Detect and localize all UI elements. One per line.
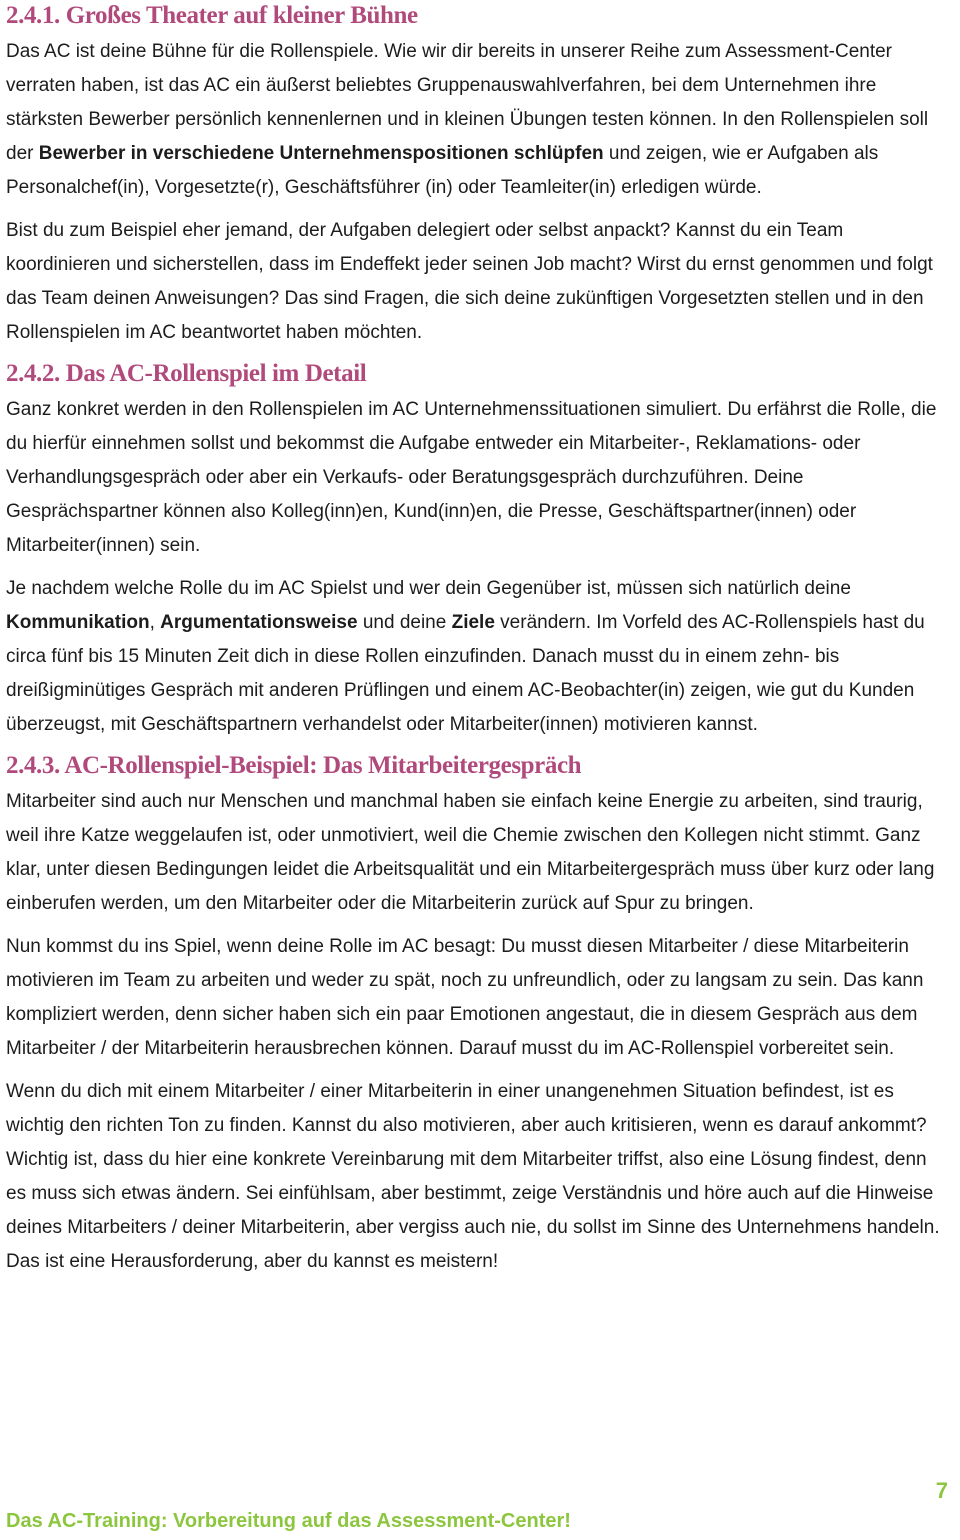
body-paragraph [6,35,948,205]
text-run-bold: Bewerber in verschiedene Unternehmenspositionen schlüpfen [38,143,604,164]
text-run: Wenn du dich mit einem Mitarbeiter / einer Mitarbeiterin in einer unangenehmen Situation befindest, ist es wichtig den richten Ton zu finden. Kannst du also motivieren, aber auch kritisieren, wenn es darauf ankommt? Wichtig ist, dass du hier eine konkrete Vereinbarung mit dem Mitarbeiter triffst, also eine Lösung findest, denn es muss sich etwas ändern. Sei einfühlsam, aber bestimmt, zeige Verständnis und höre auch auf die Hinweise deines Mitarbeiters / deiner Mitarbeiterin, aber vergiss auch nie, du sollst im Sinne des Unternehmens handeln. Das ist eine Herausforderung, aber du kannst es meistern! [6,1081,940,1272]
body-paragraph [6,785,948,921]
footer-title: Das AC-Training: Vorbereitung auf das Assessment-Center! [6,1510,571,1532]
section-heading: 2.4.3. AC-Rollenspiel-Beispiel: Das Mitarbeitergespräch [6,752,582,779]
text-run: verändern. Im Vorfeld des AC-Rollenspiels hast du circa fünf bis 15 Minuten Zeit dich in diese Rollen einzufinden. Danach musst du in einem zehn- bis dreißigminütiges Gespräch mit anderen Prüflingen und einem AC-Beobachter(in) zeigen, wie gut du Kunden überzeugst, mit Geschäftspartnern verhandelst oder Mitarbeiter(innen) motivieren kannst. [6,612,925,735]
body-paragraph [6,393,948,563]
text-run: Mitarbeiter sind auch nur Menschen und manchmal haben sie einfach keine Energie zu arbeiten, sind traurig, weil ihre Katze weggelaufen ist, oder unmotiviert, weil die Chemie zwischen den Kollegen nicht stimmt. Ganz klar, unter diesen Bedingungen leidet die Arbeitsqualität und ein Mitarbeitergespräch muss über kurz oder lang einberufen werden, um den Mitarbeiter oder die Mitarbeiterin zurück auf Spur zu bringen. [6,791,935,914]
text-run: und zeigen, wie er Aufgaben als Personalchef(in), Vorgesetzte(r), Geschäftsführer (in) oder Teamleiter(in) erledigen würde. [6,143,879,198]
page-number: 7 [935,1478,948,1503]
section-heading: 2.4.2. Das AC-Rollenspiel im Detail [6,360,367,387]
body-paragraph [6,214,948,350]
text-run: Ganz konkret werden in den Rollenspielen im AC Unternehmenssituationen simuliert. Du erfährst die Rolle, die du hierfür einnehmen sollst und bekommst die Aufgabe entweder ein Mitarbeiter-, Reklamations- oder Verhandlungsgespräch oder aber ein Verkaufs- oder Beratungsgespräch durchzuführen. Deine Gesprächspartner können also Kolleg(inn)en, Kund(inn)en, die Presse, Geschäftspartner(innen) oder Mitarbeiter(innen) sein. [6,399,937,556]
text-run: und deine [357,612,452,633]
text-run: Nun kommst du ins Spiel, wenn deine Rolle im AC besagt: Du musst diesen Mitarbeiter / diese Mitarbeiterin motivieren im Team zu arbeiten und weder zu spät, noch zu unfreundlich, oder zu langsam zu sein. Das kann kompliziert werden, denn sicher haben sich ein paar Emotionen angestaut, die in diesem Gespräch aus dem Mitarbeiter / der Mitarbeiterin herausbrechen können. Darauf musst du im AC-Rollenspiel vorbereitet sein. [6,936,924,1059]
body-paragraph [6,1075,948,1279]
text-run: Das AC ist deine Bühne für die Rollenspiele. Wie wir dir bereits in unserer Reihe zum Assessment-Center verraten haben, ist das AC ein äußerst beliebtes Gruppenauswahlverfahren, bei dem Unternehmen ihre stärksten Bewerber persönlich kennenlernen und in kleinen Übungen testen können. In den Rollenspielen soll der [6,41,929,164]
text-run-bold: Ziele [451,612,495,633]
text-run: , [149,612,161,633]
section-heading: 2.4.1. Großes Theater auf kleiner Bühne [6,2,418,29]
body-paragraph [6,930,948,1066]
text-run: Je nachdem welche Rolle du im AC Spielst und wer dein Gegenüber ist, müssen sich natürlich deine [6,578,851,599]
text-run: Bist du zum Beispiel eher jemand, der Aufgaben delegiert oder selbst anpackt? Kannst du ein Team koordinieren und sicherstellen, dass im Endeffekt jeder seinen Job macht? Wirst du ernst genommen und folgt das Team deinen Anweisungen? Das sind Fragen, die sich deine zukünftigen Vorgesetzten stellen und in den Rollenspielen im AC beantwortet haben möchten. [6,220,933,343]
text-run-bold: Kommunikation [6,612,150,633]
body-paragraph [6,572,948,742]
text-run-bold: Argumentationsweise [160,612,358,633]
